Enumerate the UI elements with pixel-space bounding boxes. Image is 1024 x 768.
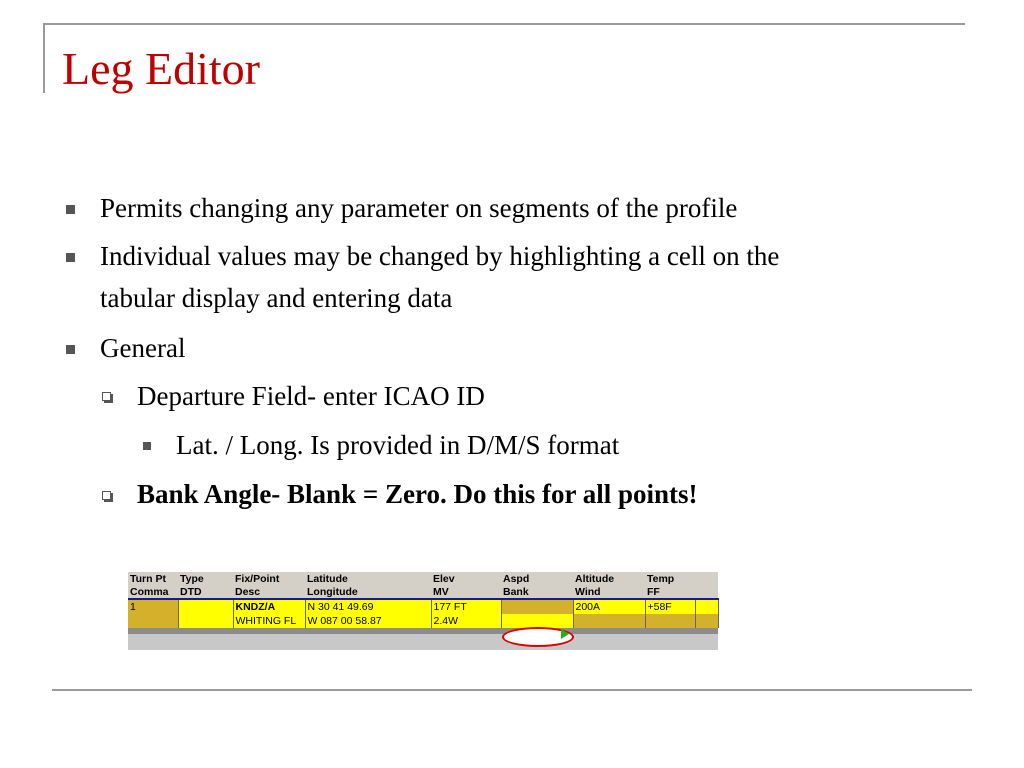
header-cell xyxy=(695,585,718,599)
bullet-square-icon xyxy=(143,442,151,450)
sub-bullet-item: Departure Field- enter ICAO ID xyxy=(137,381,485,411)
header-cell: Turn Pt xyxy=(128,572,178,585)
bullet-square-icon xyxy=(66,345,75,354)
sub-sub-bullet-item: Lat. / Long. Is provided in D/M/S format xyxy=(176,430,620,460)
bullet-box-icon xyxy=(102,392,111,401)
arrow-right-icon xyxy=(561,629,569,639)
header-cell: Altitude xyxy=(573,572,645,585)
table-cell[interactable] xyxy=(178,614,233,628)
header-cell: MV xyxy=(431,585,501,599)
frame-top-rule xyxy=(43,23,965,25)
slide-title: Leg Editor xyxy=(62,43,260,94)
header-cell: Aspd xyxy=(501,572,573,585)
bullet-item: General xyxy=(100,333,186,363)
bullet-square-icon xyxy=(66,205,75,214)
sub-bullet-item-bold: Bank Angle- Blank = Zero. Do this for all points! xyxy=(137,479,698,509)
table-cell[interactable] xyxy=(501,599,573,614)
bank-cell[interactable] xyxy=(501,614,573,628)
table-cell[interactable] xyxy=(128,614,178,628)
table-cell[interactable]: +58F xyxy=(645,599,695,614)
bullet-square-icon xyxy=(66,253,75,262)
table-row[interactable] xyxy=(128,614,718,628)
header-cell: Bank xyxy=(501,585,573,599)
table-cell[interactable] xyxy=(178,599,233,614)
bullet-item: Permits changing any parameter on segments of the profile xyxy=(100,193,738,223)
bullet-item-line1: Individual values may be changed by highlighting a cell on the xyxy=(100,241,780,271)
header-cell: Temp xyxy=(645,572,695,585)
frame-left-rule xyxy=(43,23,45,93)
bottom-rule xyxy=(52,689,972,691)
header-cell: FF xyxy=(645,585,695,599)
table-cell[interactable]: 177 FT xyxy=(431,599,501,614)
table-cell[interactable] xyxy=(695,614,718,628)
table-cell[interactable]: WHITING FL xyxy=(233,614,305,628)
bullet-item-line2: tabular display and entering data xyxy=(100,283,453,313)
table-cell[interactable] xyxy=(573,614,645,628)
header-cell: Latitude xyxy=(305,572,431,585)
header-cell: Desc xyxy=(233,585,305,599)
table-header-row xyxy=(128,572,718,585)
table-cell[interactable]: N 30 41 49.69 xyxy=(305,599,431,614)
header-cell: Wind xyxy=(573,585,645,599)
table-footer-bar xyxy=(128,628,718,634)
header-cell: Longitude xyxy=(305,585,431,599)
table-header-row xyxy=(128,585,718,599)
table-cell[interactable]: KNDZ/A xyxy=(233,599,305,614)
header-cell: DTD xyxy=(178,585,233,599)
table-cell[interactable] xyxy=(645,614,695,628)
header-cell: Elev xyxy=(431,572,501,585)
header-cell: Fix/Point xyxy=(233,572,305,585)
table-cell[interactable] xyxy=(695,599,718,614)
header-cell: Comma xyxy=(128,585,178,599)
table-cell[interactable]: 1 xyxy=(128,599,178,614)
header-cell xyxy=(695,572,718,585)
table-cell[interactable]: 2.4W xyxy=(431,614,501,628)
table-cell[interactable]: W 087 00 58.87 xyxy=(305,614,431,628)
bullet-box-icon xyxy=(102,491,111,500)
header-cell: Type xyxy=(178,572,233,585)
table-row[interactable] xyxy=(128,599,718,614)
leg-editor-table xyxy=(128,572,718,650)
table-cell[interactable]: 200A xyxy=(573,599,645,614)
